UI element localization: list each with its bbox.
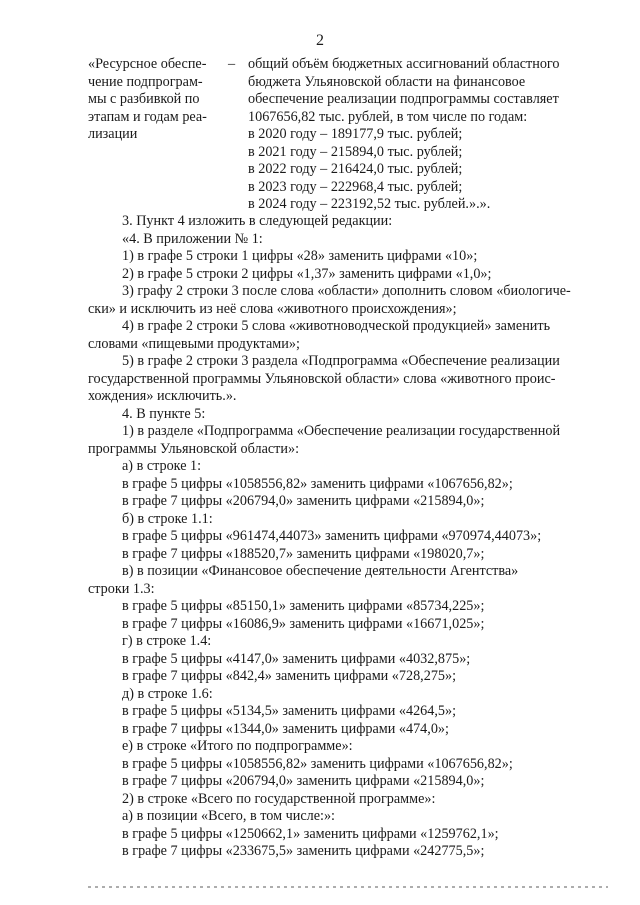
passport-value-line: в 2024 году – 223192,52 тыс. рублей.».».	[248, 196, 491, 212]
passport-value-line: в 2023 году – 222968,4 тыс. рублей;	[248, 178, 463, 195]
scan-edge-marks	[88, 886, 608, 888]
body-line: 3) графу 2 строки 3 после слова «области» дополнить словом «биологиче-	[122, 283, 571, 299]
body-line: в графе 7 цифры «206794,0» заменить цифрами «215894,0»;	[122, 493, 485, 509]
body-line: строки 1.3:	[88, 580, 155, 597]
document-body	[88, 213, 608, 861]
body-line: 5) в графе 2 строки 3 раздела «Подпрограмма «Обеспечение реализации	[122, 353, 560, 369]
body-line: 1) в графе 5 строки 1 цифры «28» заменить цифрами «10»;	[122, 248, 478, 264]
body-line: в) в позиции «Финансовое обеспечение деятельности Агентства»	[122, 563, 519, 579]
body-line: 2) в строке «Всего по государственной программе»:	[122, 790, 436, 807]
passport-value	[248, 56, 608, 214]
passport-value-line: 1067656,82 тыс. рублей, в том числе по годам:	[248, 108, 528, 125]
body-line: в графе 7 цифры «206794,0» заменить цифрами «215894,0»;	[122, 773, 485, 789]
body-line: программы Ульяновской области»:	[88, 440, 300, 457]
body-line: в графе 7 цифры «188520,7» заменить цифрами «198020,7»;	[122, 545, 485, 562]
body-line: в графе 7 цифры «1344,0» заменить цифрами «474,0»;	[122, 720, 449, 737]
passport-label-line: чение подпрограм-	[88, 73, 203, 90]
body-line: 4) в графе 2 строки 5 слова «животноводческой продукцией» заменить	[122, 318, 551, 334]
body-line: д) в строке 1.6:	[122, 685, 213, 702]
passport-value-line: бюджета Ульяновской области на финансовое	[248, 73, 526, 90]
body-line: г) в строке 1.4:	[122, 633, 212, 649]
body-line: в графе 5 цифры «1250662,1» заменить цифрами «1259762,1»;	[122, 825, 499, 842]
passport-label-line: «Ресурсное обеспе-	[88, 56, 207, 72]
passport-value-line: обеспечение реализации подпрограммы составляет	[248, 91, 559, 107]
passport-value-line: в 2020 году – 189177,9 тыс. рублей;	[248, 126, 463, 142]
body-line: хождения» исключить.».	[88, 388, 237, 404]
passport-label-line: лизации	[88, 126, 138, 142]
passport-value-line: общий объём бюджетных ассигнований областного	[248, 56, 560, 72]
body-line: в графе 5 цифры «85150,1» заменить цифрами «85734,225»;	[122, 598, 485, 614]
body-line: в графе 5 цифры «961474,44073» заменить цифрами «970974,44073»;	[122, 528, 542, 544]
body-line: в графе 7 цифры «16086,9» заменить цифрами «16671,025»;	[122, 615, 485, 632]
body-line: е) в строке «Итого по подпрограмме»:	[122, 738, 353, 754]
body-line: в графе 5 цифры «5134,5» заменить цифрами «4264,5»;	[122, 703, 457, 719]
body-line: а) в строке 1:	[122, 458, 202, 474]
body-line: 3. Пункт 4 изложить в следующей редакции:	[122, 213, 393, 229]
body-line: в графе 5 цифры «4147,0» заменить цифрами «4032,875»;	[122, 650, 471, 667]
passport-label	[88, 56, 238, 144]
body-line: 2) в графе 5 строки 2 цифры «1,37» заменить цифрами «1,0»;	[122, 265, 492, 282]
body-line: в графе 7 цифры «842,4» заменить цифрами «728,275»;	[122, 668, 457, 684]
body-line: а) в позиции «Всего, в том числе:»:	[122, 808, 335, 824]
body-line: в графе 5 цифры «1058556,82» заменить цифрами «1067656,82»;	[122, 755, 513, 772]
passport-value-line: в 2022 году – 216424,0 тыс. рублей;	[248, 161, 463, 177]
passport-label-line: этапам и годам реа-	[88, 108, 207, 125]
body-line: б) в строке 1.1:	[122, 510, 213, 527]
body-line: «4. В приложении № 1:	[122, 230, 263, 247]
body-line: ски» и исключить из неё слова «животного происхождения»;	[88, 300, 457, 317]
passport-label-line: мы с разбивкой по	[88, 91, 200, 107]
passport-dash: –	[228, 56, 236, 72]
body-line: в графе 5 цифры «1058556,82» заменить цифрами «1067656,82»;	[122, 475, 513, 492]
body-line: 1) в разделе «Подпрограмма «Обеспечение реализации государственной	[122, 423, 561, 439]
page-number: 2	[316, 32, 324, 49]
body-line: словами «пищевыми продуктами»;	[88, 335, 300, 352]
body-line: 4. В пункте 5:	[122, 405, 206, 422]
body-line: государственной программы Ульяновской области» слова «животного проис-	[88, 370, 556, 387]
body-line: в графе 7 цифры «233675,5» заменить цифрами «242775,5»;	[122, 843, 485, 859]
passport-value-line: в 2021 году – 215894,0 тыс. рублей;	[248, 143, 463, 160]
